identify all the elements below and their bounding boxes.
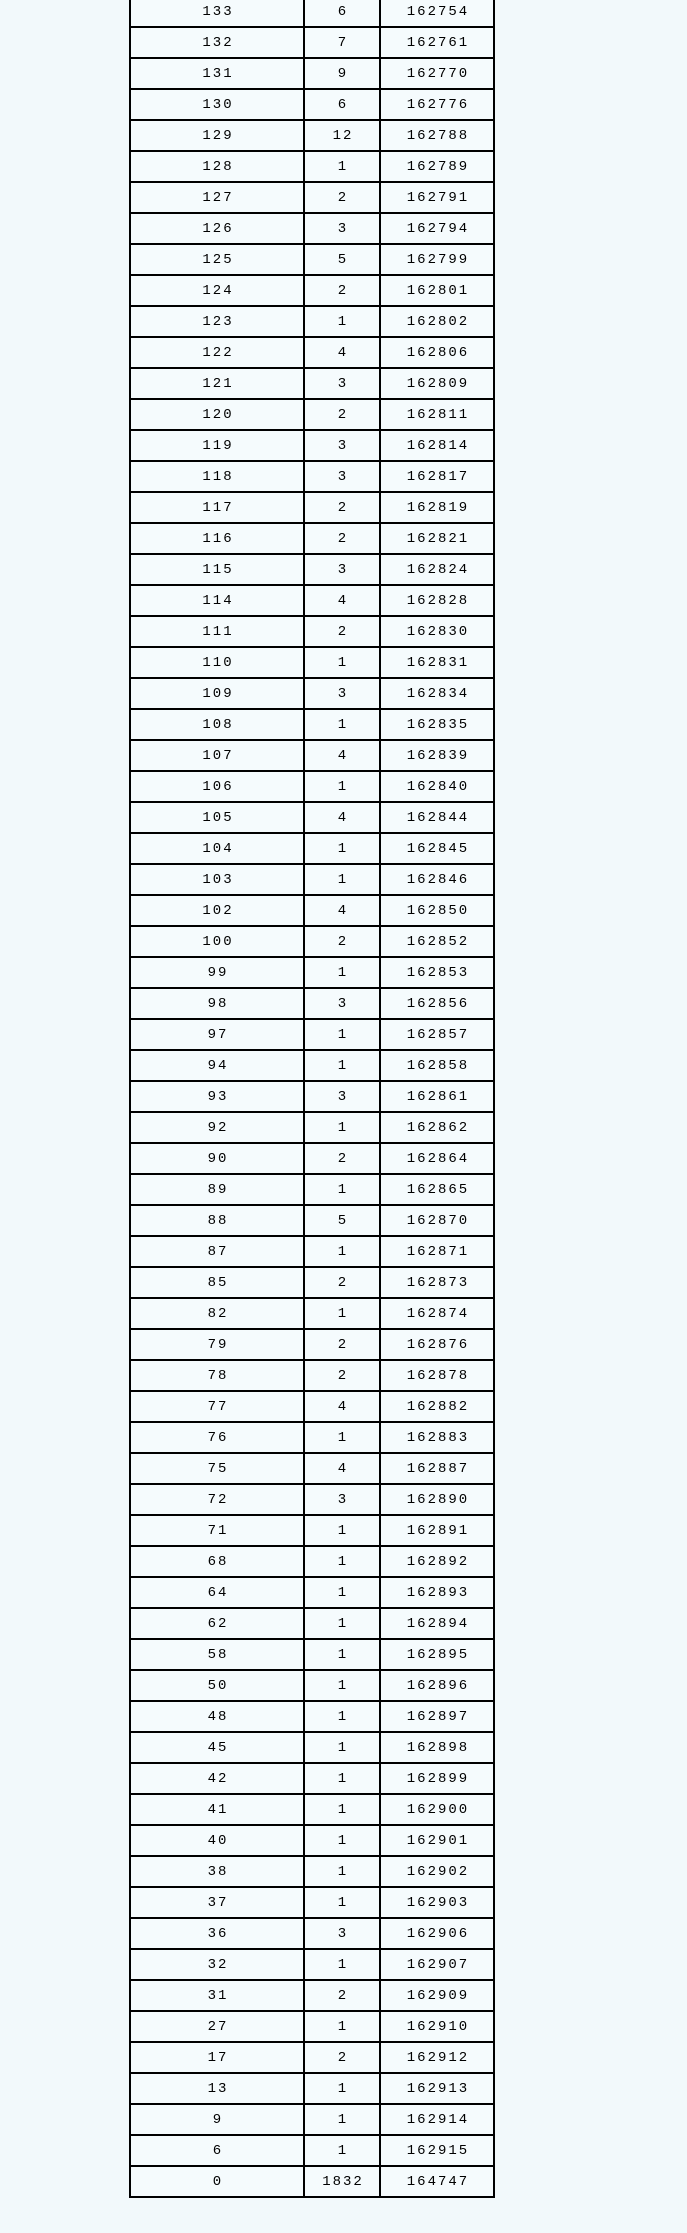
table-row bbox=[130, 1112, 494, 1143]
table-cell: 1 bbox=[304, 1298, 380, 1329]
table-row bbox=[130, 1546, 494, 1577]
table-cell: 162853 bbox=[380, 957, 494, 988]
table-cell: 4 bbox=[304, 585, 380, 616]
table-cell: 162770 bbox=[380, 58, 494, 89]
table-cell: 32 bbox=[130, 1949, 304, 1980]
table-cell: 162861 bbox=[380, 1081, 494, 1112]
table-row bbox=[130, 1360, 494, 1391]
table-row bbox=[130, 1422, 494, 1453]
table-cell: 162874 bbox=[380, 1298, 494, 1329]
table-cell: 162819 bbox=[380, 492, 494, 523]
table-cell: 27 bbox=[130, 2011, 304, 2042]
table-cell: 162865 bbox=[380, 1174, 494, 1205]
table-cell: 162776 bbox=[380, 89, 494, 120]
table-row bbox=[130, 306, 494, 337]
table-row bbox=[130, 1856, 494, 1887]
table-row bbox=[130, 554, 494, 585]
table-cell: 162806 bbox=[380, 337, 494, 368]
table-cell: 98 bbox=[130, 988, 304, 1019]
table-cell: 79 bbox=[130, 1329, 304, 1360]
table-cell: 1 bbox=[304, 1422, 380, 1453]
table-cell: 50 bbox=[130, 1670, 304, 1701]
table-row bbox=[130, 275, 494, 306]
table-row bbox=[130, 1267, 494, 1298]
table-row bbox=[130, 895, 494, 926]
table-cell: 6 bbox=[304, 0, 380, 27]
table-cell: 72 bbox=[130, 1484, 304, 1515]
table-row bbox=[130, 368, 494, 399]
score-table-container bbox=[129, 0, 495, 2198]
table-cell: 124 bbox=[130, 275, 304, 306]
table-row bbox=[130, 1329, 494, 1360]
table-cell: 162902 bbox=[380, 1856, 494, 1887]
table-cell: 9 bbox=[304, 58, 380, 89]
table-cell: 162912 bbox=[380, 2042, 494, 2073]
table-cell: 120 bbox=[130, 399, 304, 430]
table-row bbox=[130, 802, 494, 833]
table-row bbox=[130, 1577, 494, 1608]
table-cell: 110 bbox=[130, 647, 304, 678]
table-cell: 2 bbox=[304, 926, 380, 957]
table-cell: 123 bbox=[130, 306, 304, 337]
score-distribution-table bbox=[129, 0, 495, 2198]
table-cell: 126 bbox=[130, 213, 304, 244]
table-row bbox=[130, 1825, 494, 1856]
table-cell: 131 bbox=[130, 58, 304, 89]
table-row bbox=[130, 1670, 494, 1701]
table-cell: 6 bbox=[304, 89, 380, 120]
table-cell: 78 bbox=[130, 1360, 304, 1391]
table-cell: 3 bbox=[304, 1918, 380, 1949]
table-cell: 17 bbox=[130, 2042, 304, 2073]
table-cell: 162839 bbox=[380, 740, 494, 771]
table-cell: 2 bbox=[304, 616, 380, 647]
table-cell: 162914 bbox=[380, 2104, 494, 2135]
table-cell: 1 bbox=[304, 833, 380, 864]
table-cell: 1 bbox=[304, 2135, 380, 2166]
table-cell: 106 bbox=[130, 771, 304, 802]
table-cell: 162850 bbox=[380, 895, 494, 926]
table-cell: 162897 bbox=[380, 1701, 494, 1732]
table-cell: 93 bbox=[130, 1081, 304, 1112]
table-cell: 2 bbox=[304, 1267, 380, 1298]
table-cell: 71 bbox=[130, 1515, 304, 1546]
table-cell: 116 bbox=[130, 523, 304, 554]
table-cell: 1 bbox=[304, 1701, 380, 1732]
table-cell: 76 bbox=[130, 1422, 304, 1453]
table-cell: 31 bbox=[130, 1980, 304, 2011]
table-cell: 2 bbox=[304, 1360, 380, 1391]
table-row bbox=[130, 1205, 494, 1236]
table-cell: 0 bbox=[130, 2166, 304, 2197]
table-row bbox=[130, 492, 494, 523]
table-row bbox=[130, 1298, 494, 1329]
table-cell: 1 bbox=[304, 2104, 380, 2135]
table-cell: 4 bbox=[304, 895, 380, 926]
table-cell: 1 bbox=[304, 1174, 380, 1205]
table-row bbox=[130, 151, 494, 182]
table-cell: 100 bbox=[130, 926, 304, 957]
table-row bbox=[130, 120, 494, 151]
table-cell: 3 bbox=[304, 1484, 380, 1515]
table-cell: 4 bbox=[304, 337, 380, 368]
table-row bbox=[130, 2104, 494, 2135]
table-cell: 1 bbox=[304, 2073, 380, 2104]
table-cell: 162909 bbox=[380, 1980, 494, 2011]
table-row bbox=[130, 1391, 494, 1422]
table-cell: 162910 bbox=[380, 2011, 494, 2042]
table-cell: 88 bbox=[130, 1205, 304, 1236]
table-cell: 1 bbox=[304, 306, 380, 337]
table-cell: 1 bbox=[304, 151, 380, 182]
table-cell: 162857 bbox=[380, 1019, 494, 1050]
table-row bbox=[130, 58, 494, 89]
table-row bbox=[130, 1949, 494, 1980]
table-cell: 1 bbox=[304, 1577, 380, 1608]
table-cell: 58 bbox=[130, 1639, 304, 1670]
table-cell: 162913 bbox=[380, 2073, 494, 2104]
table-cell: 111 bbox=[130, 616, 304, 647]
table-cell: 5 bbox=[304, 1205, 380, 1236]
table-cell: 162871 bbox=[380, 1236, 494, 1267]
table-cell: 1 bbox=[304, 1949, 380, 1980]
table-row bbox=[130, 771, 494, 802]
table-cell: 36 bbox=[130, 1918, 304, 1949]
table-cell: 82 bbox=[130, 1298, 304, 1329]
table-cell: 162894 bbox=[380, 1608, 494, 1639]
table-row bbox=[130, 1639, 494, 1670]
table-row bbox=[130, 182, 494, 213]
table-row bbox=[130, 337, 494, 368]
table-row bbox=[130, 461, 494, 492]
table-cell: 162788 bbox=[380, 120, 494, 151]
table-cell: 3 bbox=[304, 213, 380, 244]
table-cell: 68 bbox=[130, 1546, 304, 1577]
table-cell: 162801 bbox=[380, 275, 494, 306]
table-row bbox=[130, 1763, 494, 1794]
table-cell: 1 bbox=[304, 1794, 380, 1825]
table-cell: 162901 bbox=[380, 1825, 494, 1856]
table-cell: 89 bbox=[130, 1174, 304, 1205]
table-cell: 45 bbox=[130, 1732, 304, 1763]
table-row bbox=[130, 1794, 494, 1825]
table-row bbox=[130, 864, 494, 895]
table-cell: 162883 bbox=[380, 1422, 494, 1453]
table-cell: 162890 bbox=[380, 1484, 494, 1515]
table-cell: 41 bbox=[130, 1794, 304, 1825]
table-cell: 1 bbox=[304, 1608, 380, 1639]
table-row bbox=[130, 1918, 494, 1949]
table-cell: 1 bbox=[304, 709, 380, 740]
table-row bbox=[130, 647, 494, 678]
table-cell: 87 bbox=[130, 1236, 304, 1267]
table-row bbox=[130, 213, 494, 244]
table-cell: 162876 bbox=[380, 1329, 494, 1360]
table-cell: 2 bbox=[304, 492, 380, 523]
table-cell: 3 bbox=[304, 678, 380, 709]
table-row bbox=[130, 2135, 494, 2166]
table-row bbox=[130, 1143, 494, 1174]
table-cell: 162873 bbox=[380, 1267, 494, 1298]
table-cell: 4 bbox=[304, 1391, 380, 1422]
table-cell: 162862 bbox=[380, 1112, 494, 1143]
table-cell: 1 bbox=[304, 1515, 380, 1546]
table-cell: 128 bbox=[130, 151, 304, 182]
table-cell: 108 bbox=[130, 709, 304, 740]
table-cell: 162852 bbox=[380, 926, 494, 957]
table-row bbox=[130, 2042, 494, 2073]
table-cell: 162906 bbox=[380, 1918, 494, 1949]
table-row bbox=[130, 678, 494, 709]
table-cell: 94 bbox=[130, 1050, 304, 1081]
table-cell: 118 bbox=[130, 461, 304, 492]
table-cell: 132 bbox=[130, 27, 304, 58]
table-cell: 1 bbox=[304, 1763, 380, 1794]
table-cell: 162835 bbox=[380, 709, 494, 740]
table-row bbox=[130, 616, 494, 647]
table-cell: 77 bbox=[130, 1391, 304, 1422]
table-cell: 2 bbox=[304, 2042, 380, 2073]
table-cell: 102 bbox=[130, 895, 304, 926]
table-row bbox=[130, 1174, 494, 1205]
table-cell: 2 bbox=[304, 523, 380, 554]
table-cell: 162845 bbox=[380, 833, 494, 864]
table-cell: 162831 bbox=[380, 647, 494, 678]
table-cell: 162794 bbox=[380, 213, 494, 244]
table-cell: 2 bbox=[304, 1329, 380, 1360]
table-cell: 2 bbox=[304, 1143, 380, 1174]
table-cell: 37 bbox=[130, 1887, 304, 1918]
table-cell: 162754 bbox=[380, 0, 494, 27]
table-cell: 103 bbox=[130, 864, 304, 895]
table-cell: 122 bbox=[130, 337, 304, 368]
table-cell: 3 bbox=[304, 988, 380, 1019]
table-cell: 162893 bbox=[380, 1577, 494, 1608]
table-row bbox=[130, 988, 494, 1019]
table-cell: 162882 bbox=[380, 1391, 494, 1422]
table-cell: 2 bbox=[304, 275, 380, 306]
table-row bbox=[130, 709, 494, 740]
table-cell: 1 bbox=[304, 1019, 380, 1050]
table-row bbox=[130, 1980, 494, 2011]
table-cell: 121 bbox=[130, 368, 304, 399]
table-cell: 64 bbox=[130, 1577, 304, 1608]
table-cell: 3 bbox=[304, 430, 380, 461]
table-row bbox=[130, 1050, 494, 1081]
table-cell: 4 bbox=[304, 802, 380, 833]
table-cell: 38 bbox=[130, 1856, 304, 1887]
table-cell: 162761 bbox=[380, 27, 494, 58]
table-cell: 1 bbox=[304, 2011, 380, 2042]
table-cell: 162799 bbox=[380, 244, 494, 275]
table-cell: 3 bbox=[304, 368, 380, 399]
table-row bbox=[130, 2073, 494, 2104]
table-cell: 99 bbox=[130, 957, 304, 988]
table-cell: 127 bbox=[130, 182, 304, 213]
table-cell: 162830 bbox=[380, 616, 494, 647]
table-cell: 1 bbox=[304, 1887, 380, 1918]
table-cell: 6 bbox=[130, 2135, 304, 2166]
table-cell: 1 bbox=[304, 771, 380, 802]
table-row bbox=[130, 833, 494, 864]
table-cell: 1 bbox=[304, 1639, 380, 1670]
table-cell: 1 bbox=[304, 647, 380, 678]
table-cell: 1 bbox=[304, 1670, 380, 1701]
table-row bbox=[130, 244, 494, 275]
table-cell: 162903 bbox=[380, 1887, 494, 1918]
table-cell: 162840 bbox=[380, 771, 494, 802]
table-cell: 1 bbox=[304, 1732, 380, 1763]
table-cell: 1832 bbox=[304, 2166, 380, 2197]
table-cell: 2 bbox=[304, 399, 380, 430]
table-row bbox=[130, 2166, 494, 2197]
table-cell: 115 bbox=[130, 554, 304, 585]
table-cell: 1 bbox=[304, 957, 380, 988]
table-row bbox=[130, 585, 494, 616]
table-cell: 162891 bbox=[380, 1515, 494, 1546]
table-cell: 1 bbox=[304, 1825, 380, 1856]
table-cell: 48 bbox=[130, 1701, 304, 1732]
table-cell: 162896 bbox=[380, 1670, 494, 1701]
table-cell: 114 bbox=[130, 585, 304, 616]
table-cell: 3 bbox=[304, 554, 380, 585]
table-row bbox=[130, 1701, 494, 1732]
table-cell: 162802 bbox=[380, 306, 494, 337]
table-cell: 162821 bbox=[380, 523, 494, 554]
table-cell: 164747 bbox=[380, 2166, 494, 2197]
table-cell: 1 bbox=[304, 1236, 380, 1267]
table-cell: 1 bbox=[304, 1112, 380, 1143]
table-row bbox=[130, 399, 494, 430]
table-cell: 162887 bbox=[380, 1453, 494, 1484]
table-cell: 2 bbox=[304, 1980, 380, 2011]
table-cell: 105 bbox=[130, 802, 304, 833]
table-cell: 3 bbox=[304, 461, 380, 492]
table-row bbox=[130, 1732, 494, 1763]
table-cell: 42 bbox=[130, 1763, 304, 1794]
table-cell: 162811 bbox=[380, 399, 494, 430]
table-row bbox=[130, 1515, 494, 1546]
table-row bbox=[130, 523, 494, 554]
table-row bbox=[130, 957, 494, 988]
table-cell: 162915 bbox=[380, 2135, 494, 2166]
table-cell: 162870 bbox=[380, 1205, 494, 1236]
table-cell: 92 bbox=[130, 1112, 304, 1143]
table-cell: 13 bbox=[130, 2073, 304, 2104]
table-cell: 125 bbox=[130, 244, 304, 275]
table-row bbox=[130, 2011, 494, 2042]
table-row bbox=[130, 27, 494, 58]
table-cell: 133 bbox=[130, 0, 304, 27]
table-row bbox=[130, 0, 494, 27]
table-row bbox=[130, 740, 494, 771]
table-cell: 7 bbox=[304, 27, 380, 58]
table-cell: 162791 bbox=[380, 182, 494, 213]
table-cell: 109 bbox=[130, 678, 304, 709]
table-row bbox=[130, 1236, 494, 1267]
table-cell: 4 bbox=[304, 740, 380, 771]
table-cell: 2 bbox=[304, 182, 380, 213]
table-cell: 162895 bbox=[380, 1639, 494, 1670]
table-row bbox=[130, 1887, 494, 1918]
table-row bbox=[130, 1081, 494, 1112]
table-row bbox=[130, 1453, 494, 1484]
table-cell: 162809 bbox=[380, 368, 494, 399]
table-row bbox=[130, 1484, 494, 1515]
table-cell: 90 bbox=[130, 1143, 304, 1174]
table-cell: 162878 bbox=[380, 1360, 494, 1391]
table-cell: 162864 bbox=[380, 1143, 494, 1174]
table-cell: 130 bbox=[130, 89, 304, 120]
table-row bbox=[130, 926, 494, 957]
table-cell: 1 bbox=[304, 864, 380, 895]
table-cell: 117 bbox=[130, 492, 304, 523]
table-cell: 97 bbox=[130, 1019, 304, 1050]
table-cell: 162844 bbox=[380, 802, 494, 833]
table-cell: 4 bbox=[304, 1453, 380, 1484]
table-cell: 162892 bbox=[380, 1546, 494, 1577]
table-cell: 162817 bbox=[380, 461, 494, 492]
table-cell: 119 bbox=[130, 430, 304, 461]
table-cell: 162824 bbox=[380, 554, 494, 585]
table-cell: 1 bbox=[304, 1050, 380, 1081]
table-cell: 162898 bbox=[380, 1732, 494, 1763]
table-cell: 162834 bbox=[380, 678, 494, 709]
table-cell: 162900 bbox=[380, 1794, 494, 1825]
table-row bbox=[130, 1608, 494, 1639]
table-cell: 162899 bbox=[380, 1763, 494, 1794]
table-row bbox=[130, 430, 494, 461]
table-cell: 162789 bbox=[380, 151, 494, 182]
table-cell: 5 bbox=[304, 244, 380, 275]
table-cell: 75 bbox=[130, 1453, 304, 1484]
table-cell: 162856 bbox=[380, 988, 494, 1019]
score-table-body bbox=[130, 0, 494, 2197]
table-cell: 107 bbox=[130, 740, 304, 771]
table-cell: 12 bbox=[304, 120, 380, 151]
table-cell: 104 bbox=[130, 833, 304, 864]
table-row bbox=[130, 1019, 494, 1050]
table-row bbox=[130, 89, 494, 120]
table-cell: 9 bbox=[130, 2104, 304, 2135]
table-cell: 162846 bbox=[380, 864, 494, 895]
table-cell: 40 bbox=[130, 1825, 304, 1856]
table-cell: 1 bbox=[304, 1856, 380, 1887]
table-cell: 162858 bbox=[380, 1050, 494, 1081]
table-cell: 129 bbox=[130, 120, 304, 151]
table-cell: 85 bbox=[130, 1267, 304, 1298]
table-cell: 62 bbox=[130, 1608, 304, 1639]
table-cell: 162814 bbox=[380, 430, 494, 461]
table-cell: 162828 bbox=[380, 585, 494, 616]
table-cell: 3 bbox=[304, 1081, 380, 1112]
table-cell: 162907 bbox=[380, 1949, 494, 1980]
table-cell: 1 bbox=[304, 1546, 380, 1577]
